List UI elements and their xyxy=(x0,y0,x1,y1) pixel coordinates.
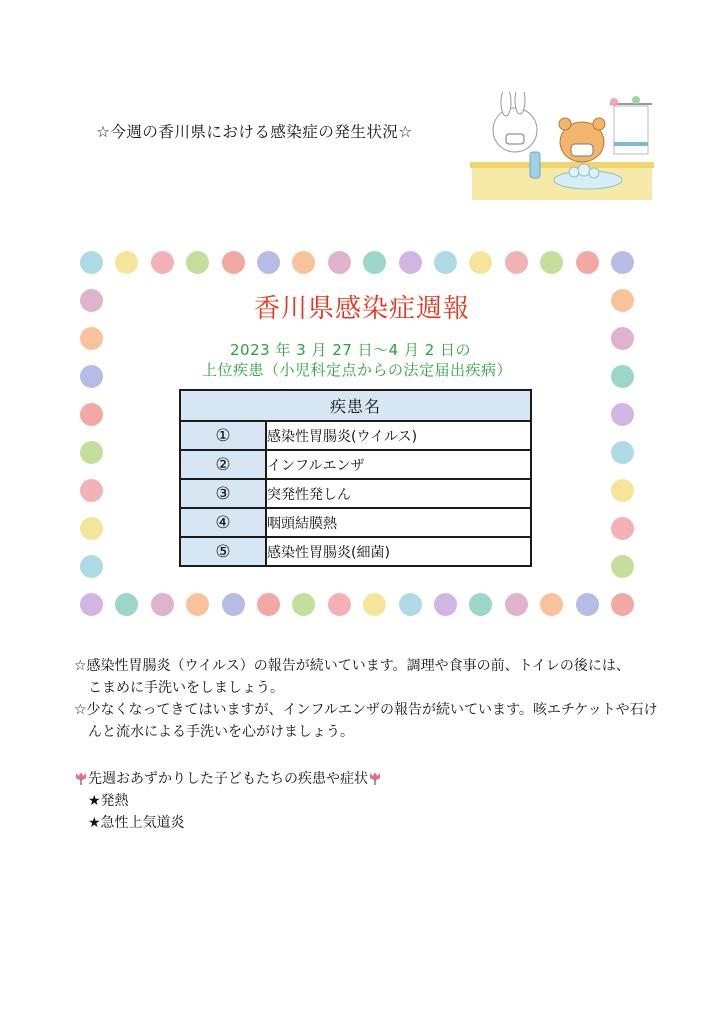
decorative-dot xyxy=(434,593,457,616)
decorative-dot xyxy=(611,365,634,388)
disease-name-cell: 突発性発しん xyxy=(266,479,531,508)
decorative-dot xyxy=(257,593,280,616)
decorative-dot xyxy=(115,593,138,616)
decorative-dot xyxy=(611,593,634,616)
decorative-dot xyxy=(469,593,492,616)
decorative-dot xyxy=(292,251,315,274)
decorative-dot xyxy=(80,403,103,426)
decorative-dot xyxy=(399,593,422,616)
decorative-dot xyxy=(80,479,103,502)
disease-name-cell: インフルエンザ xyxy=(266,450,531,479)
table-row xyxy=(180,508,531,537)
rank-cell: ③ xyxy=(180,479,266,508)
decorative-dot xyxy=(292,593,315,616)
disease-name-cell: 感染性胃腸炎(ウイルス) xyxy=(266,421,531,450)
report-date-range: 2023 年 3 月 27 日～4 月 2 日の xyxy=(230,341,472,359)
decorative-dot xyxy=(186,251,209,274)
decorative-dot xyxy=(611,479,634,502)
notes-block xyxy=(74,655,684,743)
decorative-dot xyxy=(363,251,386,274)
note-line: んと流水による手洗いを心がけましょう。 xyxy=(88,724,354,740)
table-row xyxy=(180,421,531,450)
table-header: 疾患名 xyxy=(180,390,531,421)
handwashing-illustration xyxy=(470,92,654,202)
report-subtitle: 上位疾患（小児科定点からの法定届出疾病） xyxy=(202,361,513,379)
decorative-dot xyxy=(505,251,528,274)
note-line: ☆感染性胃腸炎（ウイルス）の報告が続いています。調理や食事の前、トイレの後には、 xyxy=(74,658,630,674)
tulip-icon xyxy=(368,771,382,785)
decorative-dot xyxy=(469,251,492,274)
decorative-dot xyxy=(80,555,103,578)
table-row xyxy=(180,479,531,508)
decorative-dot xyxy=(328,593,351,616)
decorative-dot xyxy=(257,251,280,274)
tulip-icon xyxy=(74,771,88,785)
decorative-dot xyxy=(540,251,563,274)
disease-name-cell: 咽頭結膜熱 xyxy=(266,508,531,537)
decorative-dot xyxy=(80,593,103,616)
decorative-dot xyxy=(80,365,103,388)
decorative-dot xyxy=(611,403,634,426)
section-heading: 先週おあずかりした子どもたちの疾患や症状 xyxy=(88,771,368,787)
rank-cell: ① xyxy=(180,421,266,450)
decorative-dot xyxy=(399,251,422,274)
decorative-dot xyxy=(80,251,103,274)
decorative-dot xyxy=(540,593,563,616)
note-line: こまめに手洗いをしましょう。 xyxy=(88,680,284,696)
rank-cell: ② xyxy=(180,450,266,479)
rank-cell: ⑤ xyxy=(180,537,266,566)
decorative-dot xyxy=(505,593,528,616)
decorative-dot xyxy=(186,593,209,616)
symptoms-section xyxy=(74,768,382,834)
table-header-row xyxy=(180,390,531,421)
note-line: ☆少なくなってきてはいますが、インフルエンザの報告が続いています。咳エチケットや石け xyxy=(74,702,658,718)
decorative-dot xyxy=(80,441,103,464)
decorative-dot xyxy=(328,251,351,274)
disease-name-cell: 感染性胃腸炎(細菌) xyxy=(266,537,531,566)
decorative-dot xyxy=(611,555,634,578)
decorative-dot xyxy=(611,441,634,464)
decorative-dot xyxy=(611,517,634,540)
symptom-item: ★発熱 xyxy=(88,793,129,809)
disease-table xyxy=(179,389,532,567)
decorative-dot xyxy=(80,517,103,540)
symptom-item: ★急性上気道炎 xyxy=(88,815,185,831)
decorative-dot xyxy=(363,593,386,616)
decorative-dot xyxy=(611,327,634,350)
decorative-dot xyxy=(80,327,103,350)
decorative-dot xyxy=(576,593,599,616)
decorative-dot xyxy=(115,251,138,274)
decorative-dot xyxy=(434,251,457,274)
table-row xyxy=(180,537,531,566)
decorative-dot xyxy=(151,593,174,616)
decorative-dot xyxy=(576,251,599,274)
decorative-dot xyxy=(222,593,245,616)
section-heading-row xyxy=(74,768,382,790)
decorative-dot xyxy=(151,251,174,274)
page-heading: ☆今週の香川県における感染症の発生状況☆ xyxy=(96,123,413,141)
decorative-dot xyxy=(611,251,634,274)
decorative-dot xyxy=(222,251,245,274)
table-row xyxy=(180,450,531,479)
report-title: 香川県感染症週報 xyxy=(253,294,470,324)
rank-cell: ④ xyxy=(180,508,266,537)
